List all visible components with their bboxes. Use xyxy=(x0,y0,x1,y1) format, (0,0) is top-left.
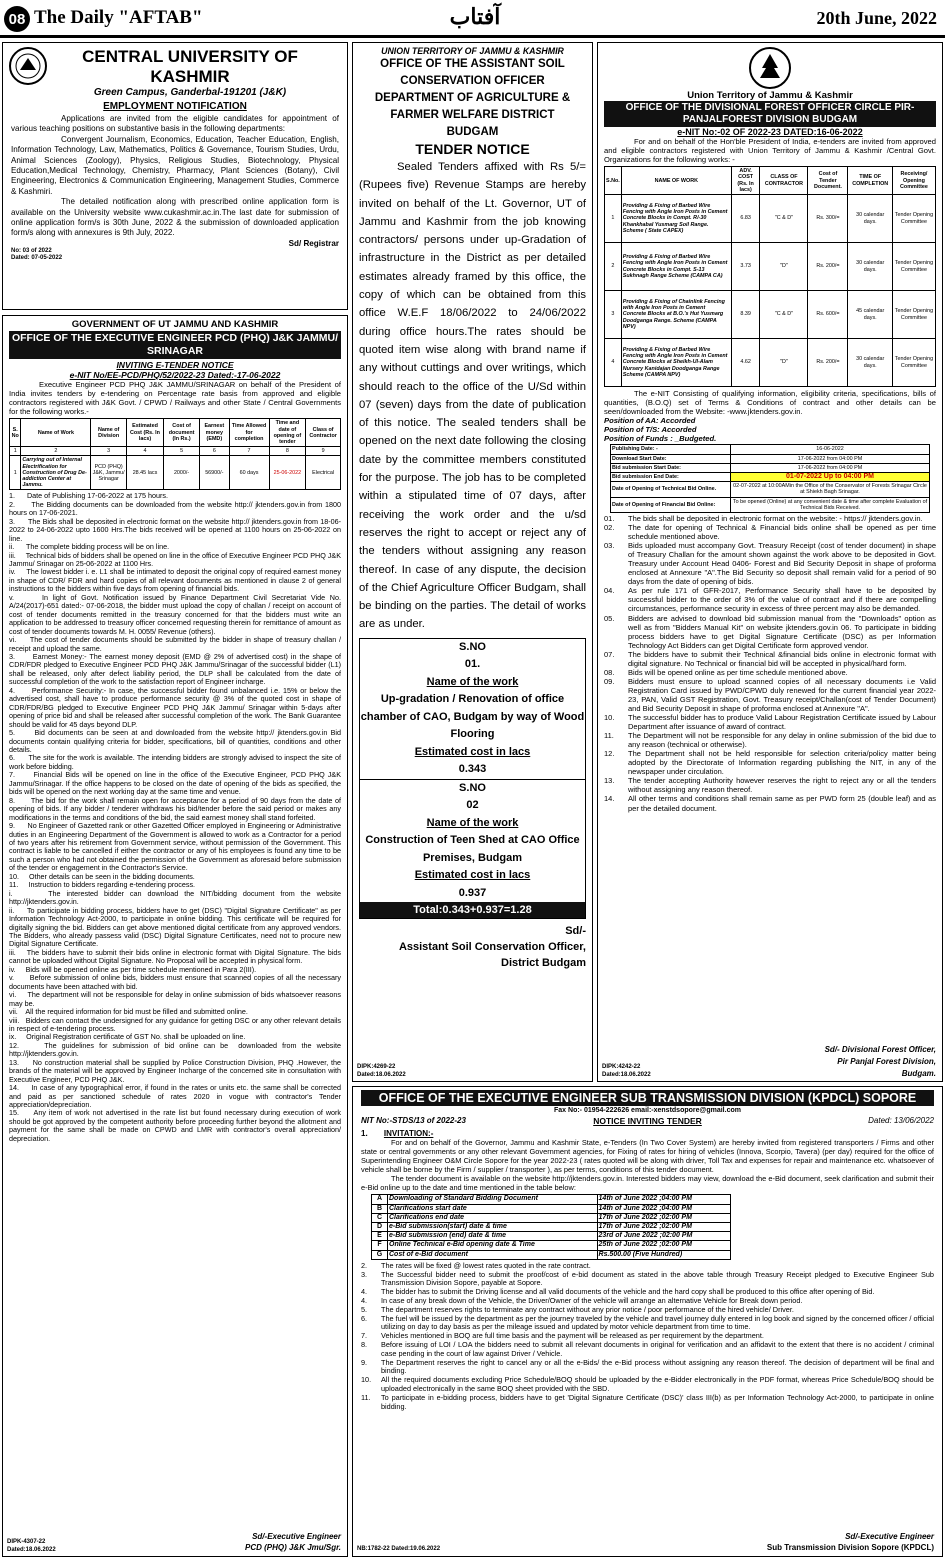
agri-office: OFFICE OF THE ASSISTANT SOIL CONSERVATION OFFICER DEPARTMENT OF AGRICULTURE & FARMER WELFARE DISTRICT BUDGAM xyxy=(374,58,571,138)
cuk-heading: EMPLOYMENT NOTIFICATION xyxy=(103,101,247,112)
newspaper-logo: آفتاب xyxy=(449,4,501,30)
cuk-notice xyxy=(2,42,348,310)
td: 8.39 xyxy=(731,291,760,339)
td: D xyxy=(372,1223,388,1232)
list-item: 3. The Successful bidder need to submit the proof/cost of e-bid document as stated in the above table through Treasury Receipt pledged to Executive Engineer Sub Transmission Division Sopore, payable at Sopore. xyxy=(361,1269,934,1288)
td: 17-06-2022 from 04:00 PM xyxy=(731,454,930,463)
td: 3 xyxy=(91,447,127,456)
td: Bid submission End Date: xyxy=(611,472,731,481)
agri-dated: Dated:18.06.2022 xyxy=(357,1072,406,1078)
forest-notice xyxy=(597,42,943,1082)
forest-nit: e-NIT No:-02 OF 2022-23 DATED:16-06-2022 xyxy=(677,127,863,137)
list-item: 4. The bidder has to submit the Driving license and all valid documents of the vehicle and the hard copy shall be produced to this office after opening of Bid. xyxy=(361,1287,875,1297)
td: 25th of June 2022 ;02:00 PM xyxy=(597,1241,730,1250)
cuk-para-1: Applications are invited from the eligible candidates for appointment of various teaching positions on substantive basis in the following departments: xyxy=(11,114,339,134)
forest-signature-2: Pir Panjal Forest Division, xyxy=(837,1057,936,1066)
td: 5 xyxy=(164,447,200,456)
pcd-signature-2: PCD (PHQ) J&K Jmu/Sgr. xyxy=(244,1543,341,1552)
td: Providing & Fixing of Barbed Wire Fencing with Angle Iron Posts in Cement Concrete Blocks in Compt. S-13 Sukhnagh Range Scheme (CAMPA CA) xyxy=(621,243,731,291)
kpdcl-invitation: 1. INVITATION:- xyxy=(361,1129,434,1138)
th: CLASS OF CONTRACTOR xyxy=(760,167,808,195)
td: 23rd of June 2022 ;02:00 PM xyxy=(597,1232,730,1241)
td: 14th of June 2022 ;04:00 PM xyxy=(597,1195,730,1204)
forest-schedule-table xyxy=(610,444,930,513)
forest-dated: Dated:18.06.2022 xyxy=(602,1072,651,1078)
forest-intro: For and on behalf of the Hon'ble President of India, e-tenders are invited from approved and eligible contractors registered with Union Territory of Jammu & Kashmir /Central Govt. Organizations for the following works: - xyxy=(604,137,936,165)
td: G xyxy=(372,1250,388,1259)
td: 60 days xyxy=(229,456,269,490)
td: "C & D" xyxy=(760,195,808,243)
name-label: Name of the work xyxy=(426,675,519,688)
td: Downloading of Standard Bidding Document xyxy=(388,1195,598,1204)
forest-emblem-icon xyxy=(604,46,936,90)
kpdcl-nb: NB:1782-22 Dated:19.06.2022 xyxy=(357,1546,441,1552)
forest-signature-1: Sd/- Divisional Forest Officer, xyxy=(824,1045,936,1054)
list-item: 8. Before issuing of LOI / LOA the bidders need to submit all relevant documents in original for verification and an affidavit to the extent that there is no accident / criminal case pending in the court of law against Driver / Vehicle. xyxy=(361,1340,934,1358)
name-label: Name of the work xyxy=(426,816,519,829)
agri-works xyxy=(359,638,586,920)
td: Tender Opening Committee xyxy=(892,195,935,243)
td: 17-06-2022 from 04:00 PM xyxy=(731,463,930,472)
agri-heading: TENDER NOTICE xyxy=(415,141,530,157)
td: Providing & Fixing of Barbed Wire Fencing with Angle Iron Posts in Cement Concrete Blocks at Sheikh-Ul-Alam Nursery Kanidajan Doodganga Range Scheme (CAMPA NPV) xyxy=(621,339,731,387)
cuk-title: CENTRAL UNIVERSITY OF KASHMIR xyxy=(82,47,298,86)
kpdcl-schedule-table xyxy=(371,1194,731,1259)
td: Date of Opening of Financial Bid Online: xyxy=(611,497,731,512)
work-cost: 0.343 xyxy=(458,763,487,776)
agri-work-item xyxy=(360,639,585,779)
td: e-Bid submission(start) date & time xyxy=(388,1223,598,1232)
pcd-inviting: INVITING E-TENDER NOTICE xyxy=(116,360,234,370)
list-item: 03. Bids uploaded must accompany Govt. Treasury Receipt (cost of tender document) in shape of Treasury Challan for the amount shown against the work above to be deposited in Govt. Treasury under Account Head 0406- Forest and Bid Security Deposit in shape of proforma enclosed at Annexure "A".The Bid Security so deposit shall remain valid for a period of 90 days from the date of opening of bids. xyxy=(604,541,936,587)
th: Cost of Tender Document. xyxy=(808,167,848,195)
th: Estimated Cost (Rs. In lacs) xyxy=(126,419,163,447)
td: Cost of e-Bid document xyxy=(388,1250,598,1259)
list-item: 12. The Department shall not be held responsible for selection criteria/policy matter being adopted by the Directorate of Information regarding publishing the NIT, in any of the newspaper under circulation. xyxy=(604,749,936,777)
td: 1 xyxy=(605,195,622,243)
td: 17th of June 2022 ;02:00 PM xyxy=(597,1223,730,1232)
td: 30 calendar days. xyxy=(848,195,892,243)
list-item: 10. All the required documents excluding Price Schedule/BOQ should be uploaded by the e-Bidder electronically in the PDF format, whereas Price Schedule/BOQ should be uploaded electronically in the same BOQ sheet provided with the SBD. xyxy=(361,1375,934,1394)
th: S. No xyxy=(10,419,21,447)
cuk-number: No: 03 of 2022 xyxy=(11,247,52,254)
list-item: 05. Bidders are advised to download bid submission manual from the "Downloads" option as well as from "Bidders Manual Kit" on website jktenders.gov.in 06. To participate in bidding process bidders have to get Digital Signature Certificate (DSC) as per Information Technology Act Bidders can get Digital Certificate form approved vendor. xyxy=(604,613,936,650)
forest-ut: Union Territory of Jammu & Kashmir xyxy=(687,90,853,101)
td: 01-07-2022 Up to 04:00 PM xyxy=(731,472,930,481)
agri-body: Sealed Tenders affixed with Rs 5/=(Rupees five) Revenue Stamps are hereby invited on behalf of the Lt. Governor, UT of Jammu and Kashmir from the job knowing contractors/ persons under up-Gradation of infrastructure in the District as per detailed estimates already framed by this office, the copy of which can be obtained from this office W.E.F 18/06/2022 to 24/06/2022 during office hours.The rates should be quoted item wise along with brand name if any without cuttings and over writings, which should reach to the office of the U/Sd within 07 (seven) days from the date of publication of this notice. The sealed tenders shall be opened on the next date following the closing date by the committee members constituted for the purpose. The job has to be completed within a stipulated time of 07 days, after receiving the work order and the u/sd reserves the right to accept or reject any of the tenders without assigning any reason thereof. In case of any dispute, the decision of the Chief Agriculture Officer Budgam, shall be binding on the parties. The detail of works are as under. xyxy=(359,161,586,631)
pcd-government: GOVERNMENT OF UT JAMMU AND KASHMIR xyxy=(71,319,279,330)
th: Class of Contractor xyxy=(306,419,341,447)
issue-date: 20th June, 2022 xyxy=(816,8,937,28)
td: B xyxy=(372,1204,388,1213)
td: 9 xyxy=(306,447,341,456)
th: Receiving/ Opening Committee xyxy=(892,167,935,195)
list-item: 4. In case of any break down of the Vehicle, the Driver/Owner of the vehicle will arrange an alternative Vehicle for Break down period. xyxy=(361,1296,803,1306)
td: 4 xyxy=(605,339,622,387)
td: 1 xyxy=(10,456,21,490)
work-name: Up-gradation / Renovation of office chamber of CAO, Budgam by way of Wood Flooring xyxy=(360,693,585,741)
td: 30 calendar days. xyxy=(848,243,892,291)
td: 16-06-2022 xyxy=(731,445,930,454)
list-item: 02. The date for opening of Technical & Financial bids online shall be opened as per time schedule mentioned above. xyxy=(604,523,936,542)
list-item: 08. Bids will be opened online as per time schedule mentioned above. xyxy=(604,667,848,677)
agri-signature-2: Assistant Soil Conservation Officer, xyxy=(398,941,586,954)
td: Bid submission Start Date: xyxy=(611,463,731,472)
td: Carrying out of Internal Electrification for Construction of Drug De-addiction Center at Jammu. xyxy=(21,456,91,490)
masthead xyxy=(0,0,945,38)
th: Time Allowed for completion xyxy=(229,419,269,447)
pcd-dated: Dated:18.06.2022 xyxy=(7,1547,56,1553)
td: 7 xyxy=(229,447,269,456)
th: S.No. xyxy=(605,167,622,195)
td: 6.83 xyxy=(731,195,760,243)
td: Clarifications end date xyxy=(388,1213,598,1222)
td: A xyxy=(372,1195,388,1204)
td: "D" xyxy=(760,339,808,387)
td: E xyxy=(372,1232,388,1241)
forest-office: OFFICE OF THE DIVISIONAL FOREST OFFICER CIRCLE PIR-PANJALFOREST DIVISION BUDGAM xyxy=(604,101,936,127)
agri-ut: UNION TERRITORY OF JAMMU & KASHMIR xyxy=(381,46,564,56)
td: 28.45 lacs xyxy=(126,456,163,490)
sno: 01. xyxy=(464,658,481,671)
kpdcl-signature-1: Sd/-Executive Engineer xyxy=(845,1532,934,1541)
kpdcl-signature-2: Sub Transmission Division Sopore (KPDCL) xyxy=(766,1543,934,1552)
td: Providing & Fixing of Barbed Wire Fencing with Angle Iron Posts in Cement Concrete Blocks in Compt. R/-30 Khankhabal Yusmarg Soil Range. Scheme ( State CAPEX) xyxy=(621,195,731,243)
td: Rs. 300/= xyxy=(808,195,848,243)
td: Online Technical e-Bid opening date & Time xyxy=(388,1241,598,1250)
td: 17th of June 2022 ;02:00 PM xyxy=(597,1213,730,1222)
cuk-dated: Dated: 07-05-2022 xyxy=(11,254,63,261)
list-item: 01. The bids shall be deposited in electronic format on the website: - https:// jktenders.gov.in. xyxy=(604,514,923,523)
td: C xyxy=(372,1213,388,1222)
forest-points xyxy=(604,514,936,813)
th: Time and date of opening of tender xyxy=(269,419,306,447)
td: To be opened (Online) at any convenient date & time after complete Evaluation of Technical Bids Received. xyxy=(731,497,930,512)
td: Publishing Date: - xyxy=(611,445,731,454)
pcd-notice xyxy=(2,315,348,1557)
forest-ts: Position of T/S: Accorded xyxy=(604,425,697,435)
agri-signature-3: District Budgam xyxy=(501,957,586,970)
list-item: 11. The Department will not be responsible for any delay in online submission of the bid due to any reason (technical or otherwise). xyxy=(604,731,936,750)
td: Rs. 200/= xyxy=(808,339,848,387)
agri-work-item xyxy=(360,779,585,903)
forest-aa: Position of AA: Accorded xyxy=(604,416,696,426)
td: 3.73 xyxy=(731,243,760,291)
agri-total: Total:0.343+0.937=1.28 xyxy=(360,902,585,918)
kpdcl-para-1: For and on behalf of the Governor, Jammu and Kashmir State, e-Tenders (In Two Cover System) are hereby invited from registered transporters / Firms and other state or central governments or any other relevant Government agencies, for Fixing of rates for hiring of vehicles (Innova, Scorpio, Tavera) (per day) required for the office of Superintending Engineer O&M Circle Sopore for the year 2022-23 ( rates quoted will be along with driver, Toll Tax and expenses for repair and maintenance etc. whatsoever of vehicle shall be borne by the Firm / supplier / transporter ), as per terms, conditions of this tender document. xyxy=(361,1138,934,1174)
list-item: 13. The tender accepting Authority however reserves the right to reject any or all the tenders without assigning any reason thereof. xyxy=(604,776,936,795)
td: Rs. 200/= xyxy=(808,243,848,291)
list-item: 7. Vehicles mentioned in BOQ are full time basis and the payment will be released as per requirement by the department. xyxy=(361,1331,764,1341)
list-item: 14. All other terms and conditions shall remain same as per PWD form 25 (double leaf) and as per the detailed document. xyxy=(604,794,936,813)
th: TIME OF COMPLETION xyxy=(848,167,892,195)
td: PCD (PHQ) J&K, Jammu/ Srinagar xyxy=(91,456,127,490)
kpdcl-notice xyxy=(352,1086,943,1557)
cuk-para-3: The detailed notification along with prescribed online application form is available on the University website www.cukashmir.ac.in.The last date for submission of online application form/s is 30th June, 2022 & the submission of downloaded application form/s along with annexures is 9th July, 2022. xyxy=(11,197,339,238)
kpdcl-contact: Fax No:- 01954-222626 email:-xenstdsopore@gmail.com xyxy=(554,1107,741,1114)
kpdcl-dated: Dated: 13/06/2022 xyxy=(868,1116,934,1125)
td: Rs.500.00 (Five Hundred) xyxy=(597,1250,730,1259)
th: NAME OF WORK xyxy=(621,167,731,195)
td: e-Bid submission (end) date & time xyxy=(388,1232,598,1241)
td: Clarifications start date xyxy=(388,1204,598,1213)
td: Download Start Date: xyxy=(611,454,731,463)
td: 4.62 xyxy=(731,339,760,387)
pcd-body: 1. Date of Publishing 17-06-2022 at 175 hours. 2. The Bidding documents can be downloaded from the website http:// jktenders.gov.in from 1800 hours on 17-06-2021. 3. The Bids shall be deposited in electronic format on the website http:// jktenders.gov.in from 18-06-2022 to 24-06-2022 upto 1600 Hrs.The bids received will be opened at 1100 hours on 25-06-2022 on line. ii. The complete bidding process will be on line. iii. Technical bids of bidders shall be opened on line in the office of Executive Engineer PCD PHQ J&K Jammu/ Srinagar on 25-06-2022 at 1100 Hrs. iv. The lowest bidder i. e. L1 shall be intimated to deposit the original copy of required earnest money in shape of CDR/ FDR and hard copies of all relevant documents as mentioned in clause 2 of general instructions to the bidders within five days from opening of financial bids. v. In light of Govt. Notification issued by Finance Department Civil Secretariat Vide No. A/24(2017)-651 dated:- 07-06-2018, the bidder must upload the copy of challan / receipt on account of cost of tender documents remitted in the treasury concerned for that the bidders must write an application to be addressed to treasury officer concerned requesting therein for remittance of amount as cost of tender documents towards M. H. 0055/ Revenue (others). vi. The cost of tender documents should be submitted by the bidder in shape of treasury challan / receipt and upload the same. 3. Earnest Money:- The earnest money deposit (EMD @ 2% of advertised cost) in the shape of CDR/FDR pledged to Executive Engineer PCD PHQ J&K Jammu/Srinagar of the successful bidder (L1) shall be released, only after defect liability period, the DLP shall be calculated from the date of successful completion of the work to the satisfaction report of Engineer incharge. 4. Performance Security:- In case, the successful bidder found unbalanced i.e. 15% or below the advertised cost, shall have to produce performance security @ 3% of the quoted cost in shape of CDR/FDR/BG pledged to Executive Engineer PCD PHQ J&K Jammu/ Srinagar within 5-days after opening of price bid and shall be released after successful completion of the work. The Bank Guarantee should be valid for 45 days beyond DLP. 5. Bid documents can be seen at and downloaded from the website http:// jktenders.gov.in Bid documents contain qualifying criteria for bidder, specifications, bill of quantities, conditions and other details. 6. The site for the work is available. The intending bidders are strongly advised to inspect the site of work before bidding. 7. Financial Bids will be opened on line in the office of the Executive Engineer, PCD PHQ J&K Jammu/Srinagar. If the office happens to be closed on the date of opening of the bids as specified, the bids will be opened on the next working day at the same time and venue. 8. The bid for the work shall remain open for acceptance for a period of 90 days from the date of opening of bids. If any bidder / tenderer withdraws his bid/tender before the said period or makes any modifications in the terms and conditions of the bid, the said earnest money shall stand forfeited. 9. No Engineer of Gazetted rank or other Gazetted Officer employed in Engineering or Administrative duties in an Engineering Department of the Government is allowed to work as a Contractor for a period of two years after his retirement from Government service, without permission of the Government. This contract is liable to be cancelled if either the contractor or any of his employees is found any time to be such a person who had not obtained the permission of the Government as aforesaid before submission of the tender or engagement in the Contractor's Service. 10. Other details can be seen in the bidding documents. 11. Instruction to bidders regarding e-tendering process. i. The interested bidder can download the NIT/bidding document from the website http://jktenders.gov.in. ii. To participate in bidding process, bidders have to get (DSC) "Digital Signature Certificate" as per Information Technology Act-2000, to participate in online bidding. This certificate will be required for digitally signing the bid. Bidders can get above mentioned digital certificate from any approved vendors. The Bidders, who already passess valid (DSC) Digital Signature Certificates, need not to procure new Digital Signature Certificate. iii. The bidders have to submit their bids online in electronic format with Digital Signature. The bids cannot be uploaded without Digital Signature. No Proposal will be accepted in physical form. iv. Bids will be opened online as per time schedule mentioned in Para 2(III). v. Before submission of online bids, bidders must ensure that scanned copies of all the necessary documents have been attached with bid. vi. The department will not be responsible for delay in online submission of bids whatsoever reasons may be. vii. All the required information for bid must be filled and submitted online. viii. Bidders can contact the undersigned for any guidance for getting DSC or any other relevant details in respect of e-tendering process. ix. Original Registration certificate of GST No. shall be uploaded on line. 12. The guidelines for submission of bid online can be downloaded from the website http://jktenders.gov.in. 13. No construction material shall be supplied by Police Construction Division, PHQ .However, the brands of the material will be approved by Engineer Incharge of the concerned site in consultation with Executive Engineer, PCD PHQ J&K. 14. In case of any typographical error, if found in the rates or units etc. the same shall be corrected and paid as per sanctioned schedule of rates 2020 in vogue with contractor's Tender appreciation/depreciation. 15. Any item of work not advertised in the rate list but found necessary during execution of work should be got approved by the competent authority before proceeding further beyond the allotment and payment for the same shall be made on CPWD and LMR with contractor's overall appreciation/ depreciation. xyxy=(9,491,341,1143)
list-item: 6. The fuel will be issued by the department as per the journey traveled by the vehicle and travel journey dully entered in log book and signed by the concerned officer / official utilizing on day to day basis as per the mileage issued and updated by motor vehicle department from time to time. xyxy=(361,1313,935,1332)
list-item: 9. The Department reserves the right to cancel any or all the e-Bids/ the e-Bid process without assigning any reason thereof. The decision of department will be final and binding. xyxy=(361,1357,934,1376)
td: "C & D" xyxy=(760,291,808,339)
work-name: Construction of Teen Shed at CAO Office Premises, Budgam xyxy=(365,834,580,864)
university-logo-icon xyxy=(8,46,48,86)
sno-label: S.NO xyxy=(459,640,486,653)
kpdcl-nit-row xyxy=(361,1115,934,1127)
list-item: 09. Bidders must ensure to upload scanned copies of all necessary documents i.e Valid Registration Card issued by PWD/CPWD duly renewed for the current financial year 2022-23, PAN, Valid GST Registration, Govt. Treasury receipt/Challan(cost of Tender Document) and Bid Security Deposit in shape of proforma enclosed at Annexure "A". xyxy=(604,676,936,713)
kpdcl-office: OFFICE OF THE EXECUTIVE ENGINEER SUB TRANSMISSION DIVISION (KPDCL) SOPORE xyxy=(361,1090,934,1106)
cuk-signature: Sd/ Registrar xyxy=(288,238,339,248)
agri-dipk: DIPK:4269-22 xyxy=(357,1064,396,1070)
th: Name of Work xyxy=(21,419,91,447)
td: 3 xyxy=(605,291,622,339)
list-item: 11. To participate in e-bidding process, bidders have to get 'Digital Signature Certificate (DSC)' class III(b) as per Information Technology Act-2000, to participate in online bidding. xyxy=(361,1392,934,1411)
list-item: 5. The department reserves rights to terminate any contract without any prior notice / poor performance of the hired vehicle/ Driver. xyxy=(361,1304,794,1314)
pcd-signature-1: Sd/-Executive Engineer xyxy=(252,1532,341,1541)
td: 8 xyxy=(269,447,306,456)
pcd-office: OFFICE OF THE EXECUTIVE ENGINEER PCD (PHQ) J&K JAMMU/ SRINAGAR xyxy=(9,331,341,359)
cuk-para-2: Convergent Journalism, Economics, Education, Teacher Education, English, Information Technology, Law, Mathematics, Politics & Governance, Tourism Studies, Urdu, Animal Sciences (Zoology), Physics, Religious Studies, Biotechnology, Physical Education,Medical Technology, Chemistry, Pharmacy, Plant Sciences (Botany), Civil Engineering, Electronics & Communication Engineering, Management Studies, Commerce & Kashmiri. xyxy=(11,134,339,196)
list-item: 10. The successful bidder has to produce Valid Labour Registration Certificate issued by Labour Department after issuance of award of contract. xyxy=(604,713,936,732)
th: Name of Division xyxy=(91,419,127,447)
agri-notice xyxy=(352,42,593,1082)
list-item: 07. The bidders have to submit their Technical &financial bids online in electronic format with digital signature. No Technical or financial bid will be accepted in physical/hard form. xyxy=(604,649,936,668)
page-number: 08 xyxy=(4,6,30,32)
cost-label: Estimated cost in lacs xyxy=(414,869,531,882)
forest-para: The e-NIT Consisting of qualifying information, eligibility criteria, specifications, bills of quantities, (B.O.Q) set of Terms & Conditions of contract and other details can be seen/downloaded from the Website: -www.jktenders.gov.in. xyxy=(604,389,936,417)
cost-label: Estimated cost in lacs xyxy=(414,745,531,758)
th: Cost of document (In Rs.) xyxy=(164,419,200,447)
td: Providing & Fixing of Chainlink Fencing with Angle Iron Posts in Cement Concrete Blocks at B.O.'s Hut Yusmarg Doodganga Range. Scheme (CAMPA NPV) xyxy=(621,291,731,339)
pcd-nit: e-NIT No/EE-PCD/PHQ/52/2022-23 Dated:-17-06-2022 xyxy=(69,370,281,380)
td: 25-06-2022 xyxy=(269,456,306,490)
td: 2000/- xyxy=(164,456,200,490)
kpdcl-para-2: The tender document is available on the website http://jktenders.gov.in. Interested bidders may view, download the e-Bid document, seek clarification and submit their e-Bid online up to the date and time mentioned in the table below: xyxy=(361,1173,934,1192)
td: Electrical xyxy=(306,456,341,490)
forest-signature-3: Budgam. xyxy=(901,1069,936,1078)
cuk-address: Green Campus, Ganderbal-191201 (J&K) xyxy=(93,87,287,98)
td: 6 xyxy=(200,447,229,456)
td: "D" xyxy=(760,243,808,291)
td: 30 calendar days. xyxy=(848,339,892,387)
td: Rs. 600/= xyxy=(808,291,848,339)
td: F xyxy=(372,1241,388,1250)
td: 1 xyxy=(10,447,21,456)
work-cost: 0.937 xyxy=(458,886,487,899)
td: 14th of June 2022 ;04:00 PM xyxy=(597,1204,730,1213)
forest-dipk: DIPK:4242-22 xyxy=(602,1064,641,1070)
td: Date of Opening of Technical Bid Online. xyxy=(611,482,731,497)
td: Tender Opening Committee xyxy=(892,243,935,291)
td: Tender Opening Committee xyxy=(892,339,935,387)
kpdcl-heading: NOTICE INVITING TENDER xyxy=(593,1116,702,1126)
sno: 02 xyxy=(466,799,479,812)
td: 02-07-2022 at 10:00AMin the Office of the Conservator of Forests Srinagar Circle at Shiekh Bagh Srinagar. xyxy=(731,482,930,497)
th: Earnest money (EMD) xyxy=(200,419,229,447)
td: Tender Opening Committee xyxy=(892,291,935,339)
td: 2 xyxy=(605,243,622,291)
td: 2 xyxy=(21,447,91,456)
pcd-works-table xyxy=(9,418,341,490)
list-item: 2. The rates will be fixed @ lowest rates quoted in the rate contract. xyxy=(361,1260,591,1270)
pcd-intro: Executive Engineer PCD PHQ J&K JAMMU/SRINAGAR on behalf of the President of India invites tenders by e-tendering on Percentage rate basis from approved and eligible contractors registered with J&K Govt. / CPWD / Railways and other State / Central Governments for the following works.- xyxy=(9,380,341,417)
list-item: 04. As per rule 171 of GFR-2017, Performance Security shall have to be deposited by successful bidder to the order of 3% of the value of contract and if there are compelling circumstances, performance security in excess of three percent may also be demanded. xyxy=(604,586,936,614)
agri-signature-1: Sd/- xyxy=(565,925,586,938)
pcd-dipk: DIPK-4307-22 xyxy=(7,1539,46,1545)
td: 56900/- xyxy=(200,456,229,490)
newspaper-name: The Daily "AFTAB" xyxy=(34,7,203,28)
td: 4 xyxy=(126,447,163,456)
forest-funds: Position of Funds : _Budgeted. xyxy=(604,434,717,444)
kpdcl-nit: NIT No:-STDS/13 of 2022-23 xyxy=(361,1116,466,1125)
forest-works-table xyxy=(604,166,936,387)
th: ADV. COST (Rs. In lacs) xyxy=(731,167,760,195)
sno-label: S.NO xyxy=(459,781,486,794)
td: 45 calendar days. xyxy=(848,291,892,339)
kpdcl-points xyxy=(361,1262,934,1412)
